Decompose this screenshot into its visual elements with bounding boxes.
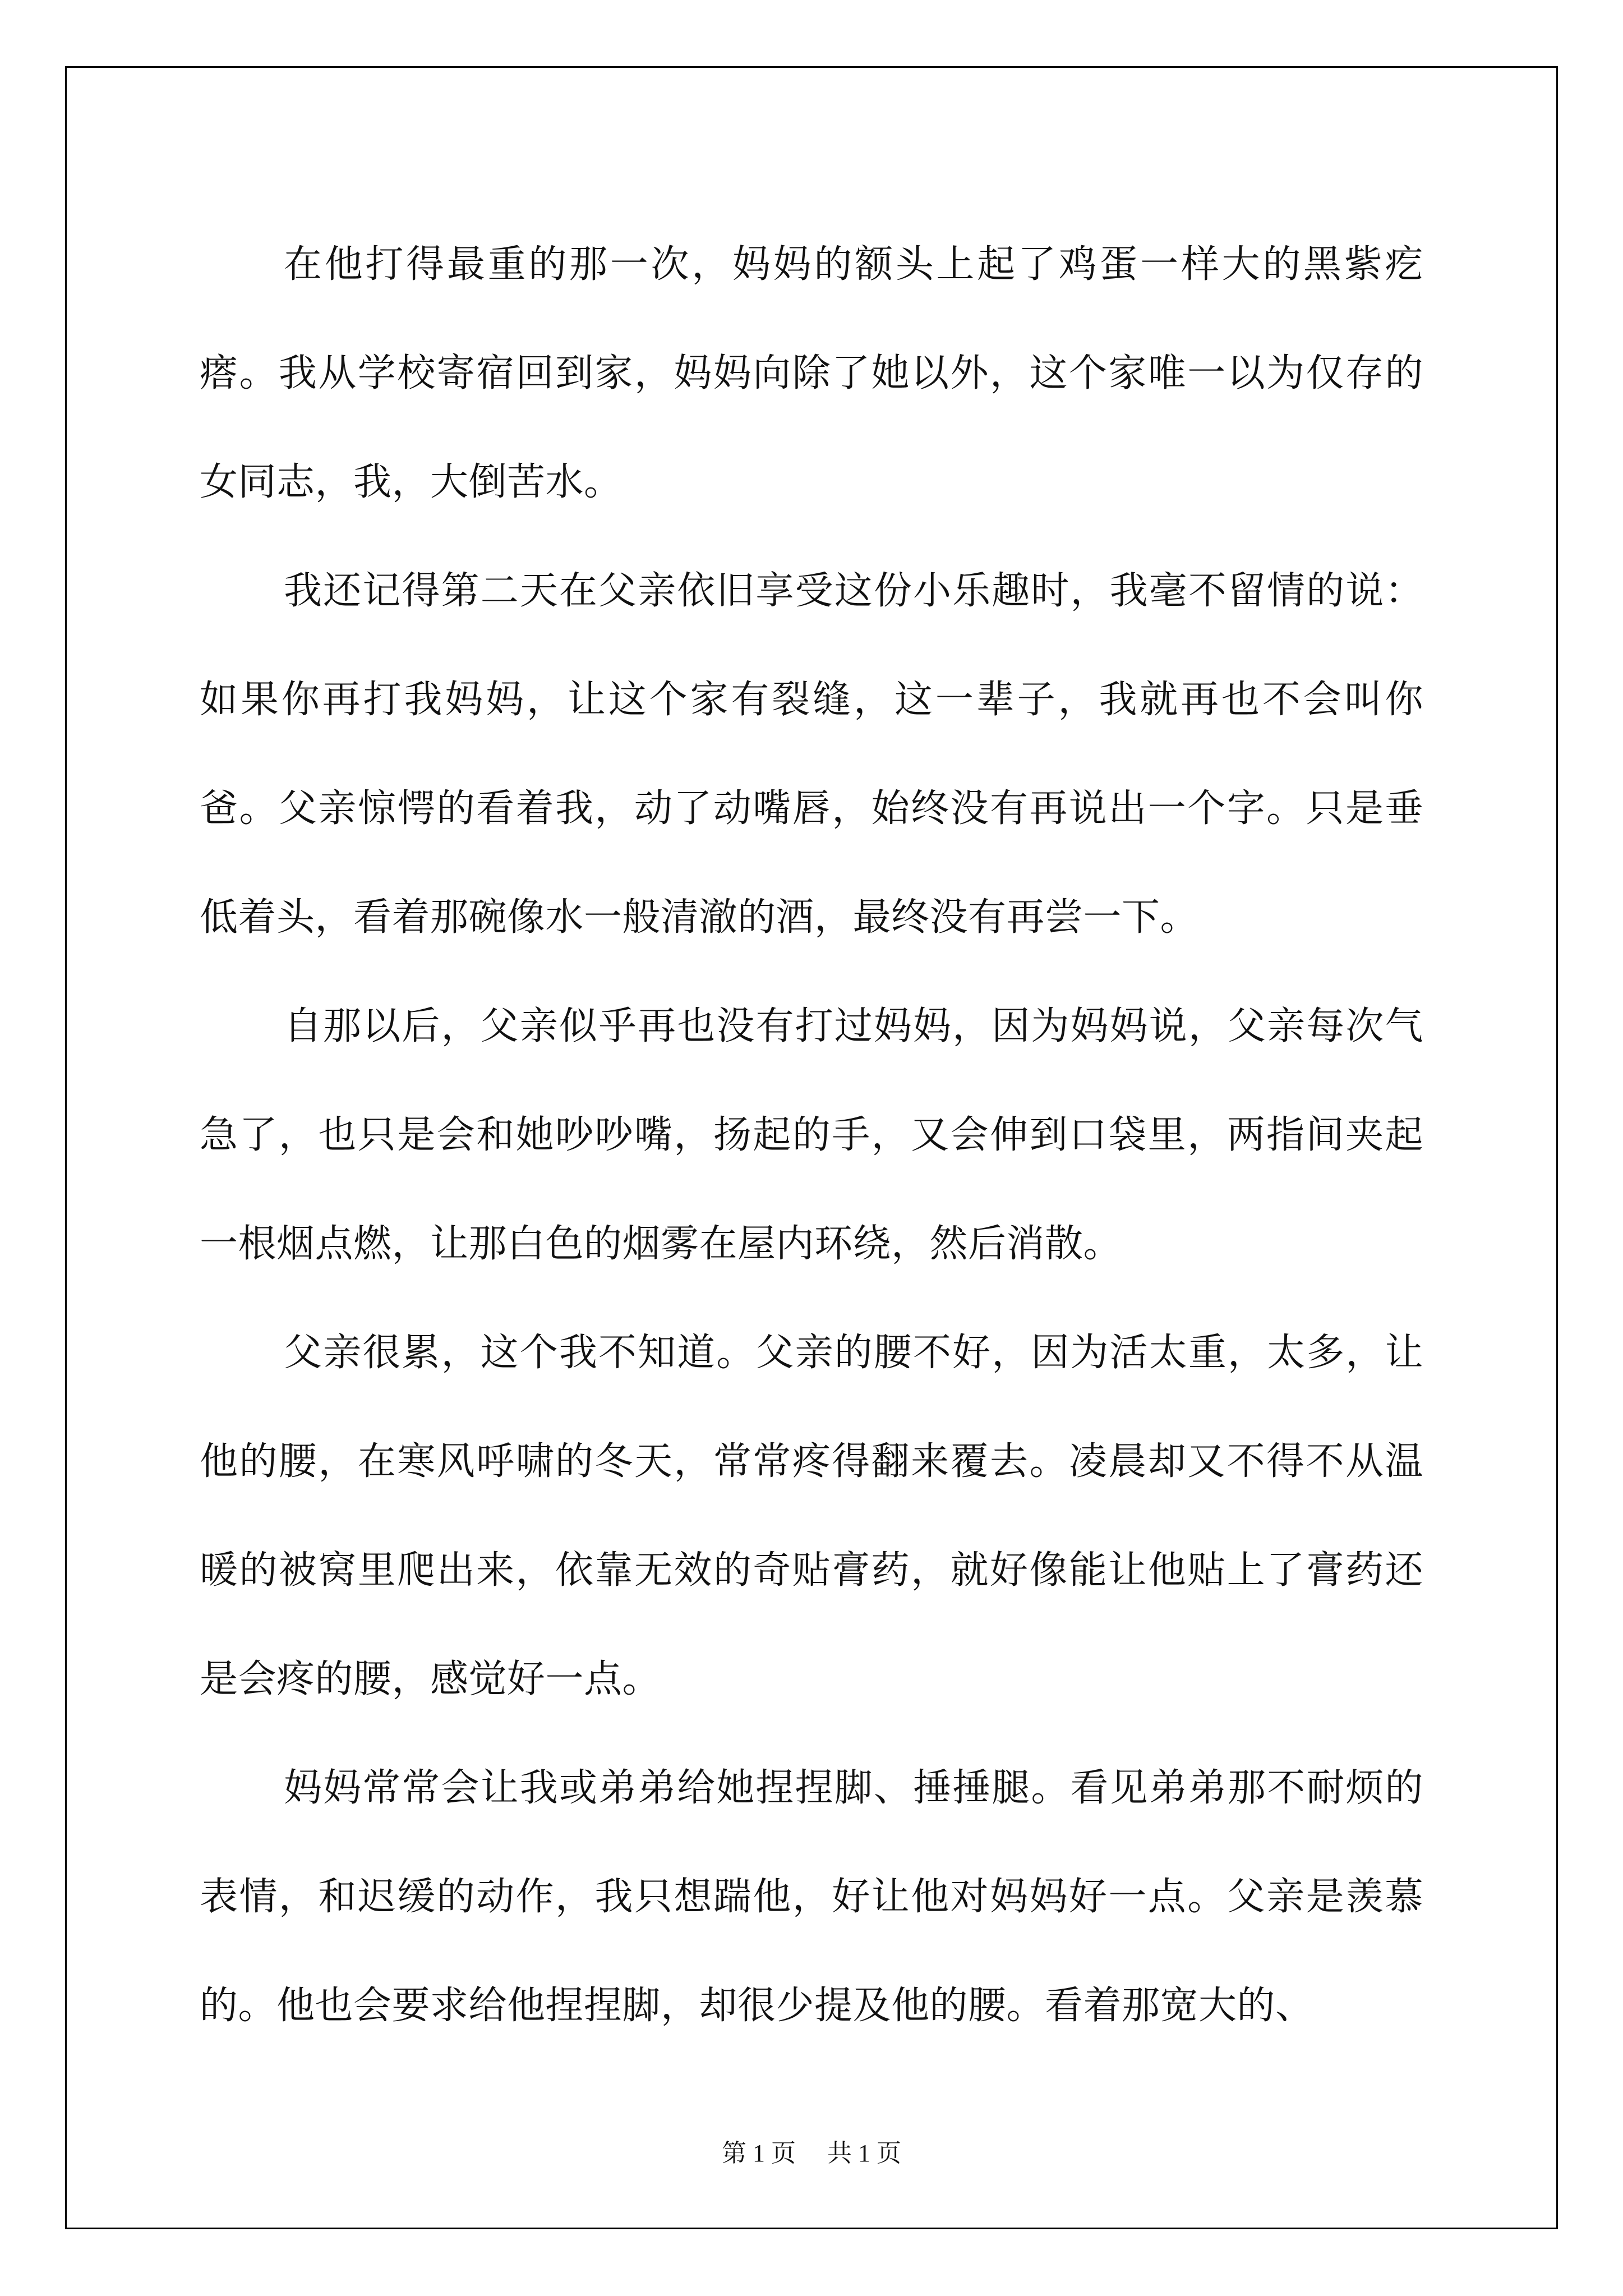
page-number: 第 1 页 [722,2139,796,2167]
paragraph-4: 父亲很累，这个我不知道。父亲的腰不好，因为活太重，太多，让他的腰，在寒风呼啸的冬天，常常疼得翻来覆去。凌晨却又不得不从温暖的被窝里爬出来，依靠无效的奇贴膏药，就好像能让他贴上了膏药还是会疼的腰，感觉好一点。 [200,1331,1423,1701]
page-footer [0,2133,1623,2169]
page-total: 共 1 页 [827,2139,901,2167]
paragraph-5: 妈妈常常会让我或弟弟给她捏捏脚、捶捶腿。看见弟弟那不耐烦的表情，和迟缓的动作，我只想踹他，好让他对妈妈好一点。父亲是羡慕的。他也会要求给他捏捏脚，却很少提及他的腰。看着那宽大的、 [200,1766,1423,2028]
paragraph-1: 在他打得最重的那一次，妈妈的额头上起了鸡蛋一样大的黑紫疙瘩。我从学校寄宿回到家，妈妈向除了她以外，这个家唯一以为仅存的女同志，我，大倒苦水。 [200,242,1423,504]
document-body [200,210,1423,2060]
paragraph-3: 自那以后，父亲似乎再也没有打过妈妈，因为妈妈说，父亲每次气急了，也只是会和她吵吵嘴，扬起的手，又会伸到口袋里，两指间夹起一根烟点燃，让那白色的烟雾在屋内环绕，然后消散。 [200,1004,1423,1266]
paragraph-2: 我还记得第二天在父亲依旧享受这份小乐趣时，我毫不留情的说：如果你再打我妈妈，让这个家有裂缝，这一辈子，我就再也不会叫你爸。父亲惊愕的看着我，动了动嘴唇，始终没有再说出一个字。只是垂低着头，看着那碗像水一般清澈的酒，最终没有再尝一下。 [200,569,1423,940]
